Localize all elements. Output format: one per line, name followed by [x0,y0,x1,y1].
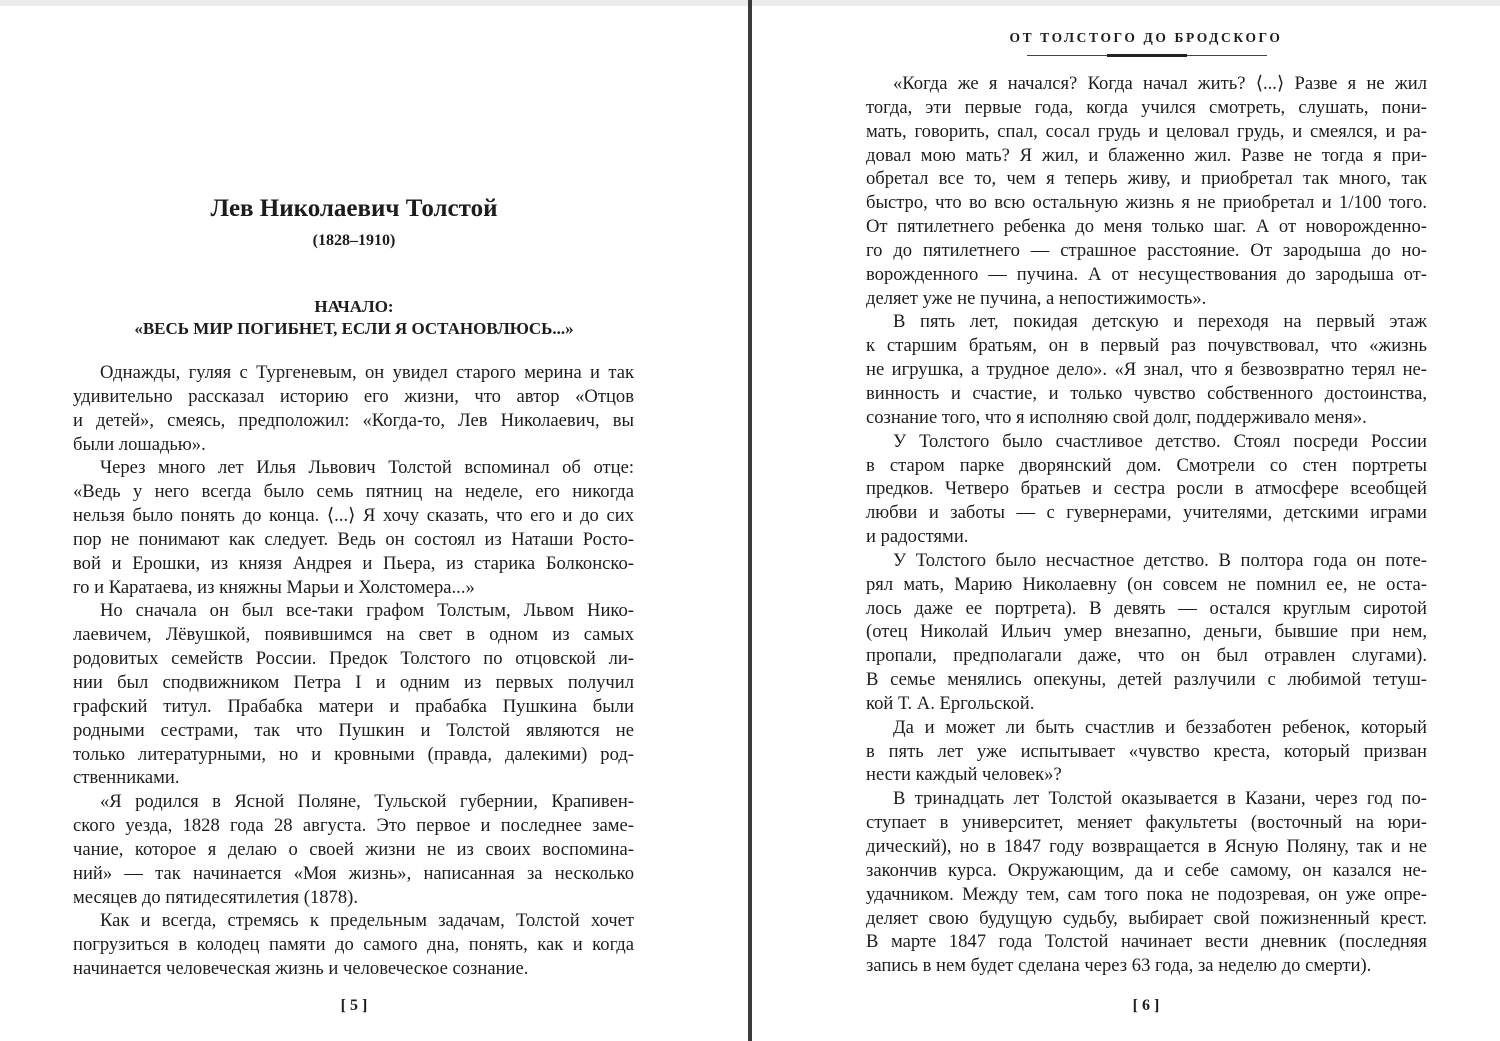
text-line: Через много лет Илья Львович Толстой вспоминал об отце: [100,457,634,479]
page-number-left: [ 5 ] [340,997,368,1014]
text-line: ского уезда, 1828 года 28 августа. Это первое и последнее заме- [73,815,634,837]
text-line: графский титул. Прабабка матери и прабабка Пушкина были [73,695,634,717]
text-line: и радостями. [866,526,969,548]
paragraph [73,361,634,456]
text-line: родовитых семейств России. Предок Толстого по отцовской ли- [73,648,634,670]
text-line: В тринадцать лет Толстой оказывается в Казани, через год по- [893,788,1427,810]
text-line: и детей», смеясь, предположил: «Когда-то, Лев Николаевич, вы [73,409,634,431]
text-line: чание, которое я делаю о своей жизни не из своих воспомина- [73,838,634,860]
text-line: начинается человеческая жизнь и человеческое сознание. [73,958,529,980]
page-number-right: [ 6 ] [1132,997,1160,1014]
text-line: У Толстого было несчастное детство. В полтора года он поте- [893,549,1427,571]
text-line: нести каждый человек»? [866,764,1062,786]
text-line: закончив курса. Окружающим, да и себе самому, он казался не- [866,859,1427,881]
paragraph [866,716,1427,788]
right-body-text [866,72,1427,978]
text-line: довал мою мать? Я жил, и блаженно жил. Разве не тогда я при- [866,144,1427,166]
text-line: вой и Ерошки, из князя Андрея и Пьера, из старика Болконско- [73,552,634,574]
text-line: тогда, эти первые года, когда учился смотреть, слушать, пони- [866,96,1427,118]
paragraph [866,430,1427,549]
text-line: рял мать, Марию Николаевну (он совсем не помнил ее, не оста- [866,573,1427,595]
chapter-heading-line-1: НАЧАЛО: [314,297,394,316]
text-line: В семье менялись опекуны, детей разлучили с любимой тетуш- [866,669,1427,691]
header-rule-accent [1107,54,1187,57]
text-line: погрузиться в колодец памяти до самого дна, понять, как и когда [73,934,634,956]
paragraph [73,909,634,981]
text-line: не игрушка, а трудное дело». «Я знал, что я безвозвратно терял не- [866,359,1427,381]
text-line: Однажды, гуляя с Тургеневым, он увидел старого мерина и так [100,362,634,383]
text-line: Да и может ли быть счастлив и беззаботен ребенок, который [893,716,1427,738]
paragraph [866,72,1427,310]
text-line: ворожденного — пучина. А от несуществования до зародыша от- [866,263,1427,285]
text-line: любви и заботы — с гувернерами, учителями, детскими играми [866,502,1427,524]
chapter-heading-line-2: «ВЕСЬ МИР ПОГИБНЕТ, ЕСЛИ Я ОСТАНОВЛЮСЬ...» [134,319,574,338]
text-line: предков. Четверо братьев и сестра росли в атмосфере всеобщей [866,478,1427,500]
text-line: лаевичем, Лёвушкой, появившимся на свет в одном из самых [73,624,634,646]
text-line: В пять лет, покидая детскую и переходя на первый этаж [893,311,1427,333]
text-line: Как и всегда, стремясь к предельным задачам, Толстой хочет [100,910,634,932]
text-line: удачником. Между тем, сам того пока не подозревая, он уже опре- [866,883,1427,905]
paragraph [866,549,1427,716]
text-line: были лошадью». [73,433,206,455]
text-line: дический), но в 1847 году возвращается в Ясную Поляну, так и не [866,836,1427,857]
paragraph [866,787,1427,978]
text-line: го и Каратаева, из княжны Марьи и Холстомера...» [73,576,475,598]
paragraph [73,599,634,790]
author-title: Лев Николаевич Толстой [210,195,498,222]
text-line: «Я родился в Ясной Поляне, Тульской губернии, Крапивен- [100,791,634,813]
text-line: ний» — так начинается «Моя жизнь», написанная за несколько [73,862,634,884]
text-line: винность и счастие, и только чувство собственного достоинства, [866,382,1427,404]
text-line: У Толстого было счастливое детство. Стоял посреди России [893,430,1427,452]
page-gutter-divider [748,0,752,1041]
text-line: ступает в университет, меняет факультеты (восточный на юри- [866,812,1427,834]
text-line: нии был сподвижником Петра I и одним из первых получил [73,671,634,693]
left-body-text [73,361,634,981]
running-header: ОТ ТОЛСТОГО ДО БРОДСКОГО [1009,30,1283,45]
text-line: обретал все то, чем я теперь живу, и приобретал так много, так [866,168,1427,190]
text-line: только литературными, но и кровными (правда, далекими) род- [73,743,634,765]
paragraph [866,310,1427,429]
text-line: От пятилетнего ребенка до меня только шаг. А от новорожденно- [866,216,1427,238]
text-line: ственниками. [73,767,180,789]
text-line: мать, говорить, спал, сосал грудь и целовал грудь, и смеялся, и ра- [866,120,1427,142]
text-line: кой Т. А. Ергольской. [866,692,1035,714]
text-line: Но сначала он был все-таки графом Толстым, Львом Нико- [100,600,634,622]
text-line: го до пятилетнего — страшное расстояние. От зародыша до но- [866,239,1427,261]
text-line: «Ведь у него всегда было семь пятниц на неделе, его никогда [73,481,634,503]
paragraph [73,790,634,909]
paragraph [73,456,634,599]
text-line: нельзя было понять до конца. ⟨...⟩ Я хочу сказать, что его и до сих [73,505,634,527]
text-line: (отец Николай Ильич умер внезапно, деньги, бывшие при нем, [866,621,1427,643]
text-line: пропали, предполагали даже, что он был отравлен слугами). [866,645,1427,667]
text-line: пор не понимают как следует. Ведь он состоял из Наташи Росто- [73,528,634,550]
text-line: «Когда же я начался? Когда начал жить? ⟨...⟩ Разве я не жил [893,73,1427,94]
text-line: месяцев до пятидесятилетия (1878). [73,886,358,908]
text-line: лось даже ее портрета). В девять — остался круглым сиротой [866,597,1427,619]
text-line: быстро, что во всю остальную жизнь я не приобретал и 1/100 того. [866,192,1427,214]
text-line: в старом парке дворянский дом. Смотрели со стен портреты [866,454,1427,476]
author-dates: (1828–1910) [312,232,396,249]
text-line: к старшим братьям, он в первый раз почувствовал, что «жизнь [866,335,1427,357]
text-line: деляет уже не пучина, а непостижимость». [866,287,1207,309]
text-line: сознание того, что я исполняю свой долг, поддерживало меня». [866,406,1367,428]
text-line: в пять лет уже испытывает «чувство креста, который призван [866,740,1427,762]
text-line: деляет свою будущую судьбу, выбирает свой пожизненный крест. [866,907,1427,929]
text-line: родными сестрами, так что Пушкин и Толстой являются не [73,719,634,741]
text-line: удивительно рассказал историю его жизни, что автор «Отцов [73,385,634,407]
text-line: запись в нем будет сделана через 63 года, за неделю до смерти). [866,955,1372,977]
text-line: В марте 1847 года Толстой начинает вести дневник (последняя [866,931,1427,953]
